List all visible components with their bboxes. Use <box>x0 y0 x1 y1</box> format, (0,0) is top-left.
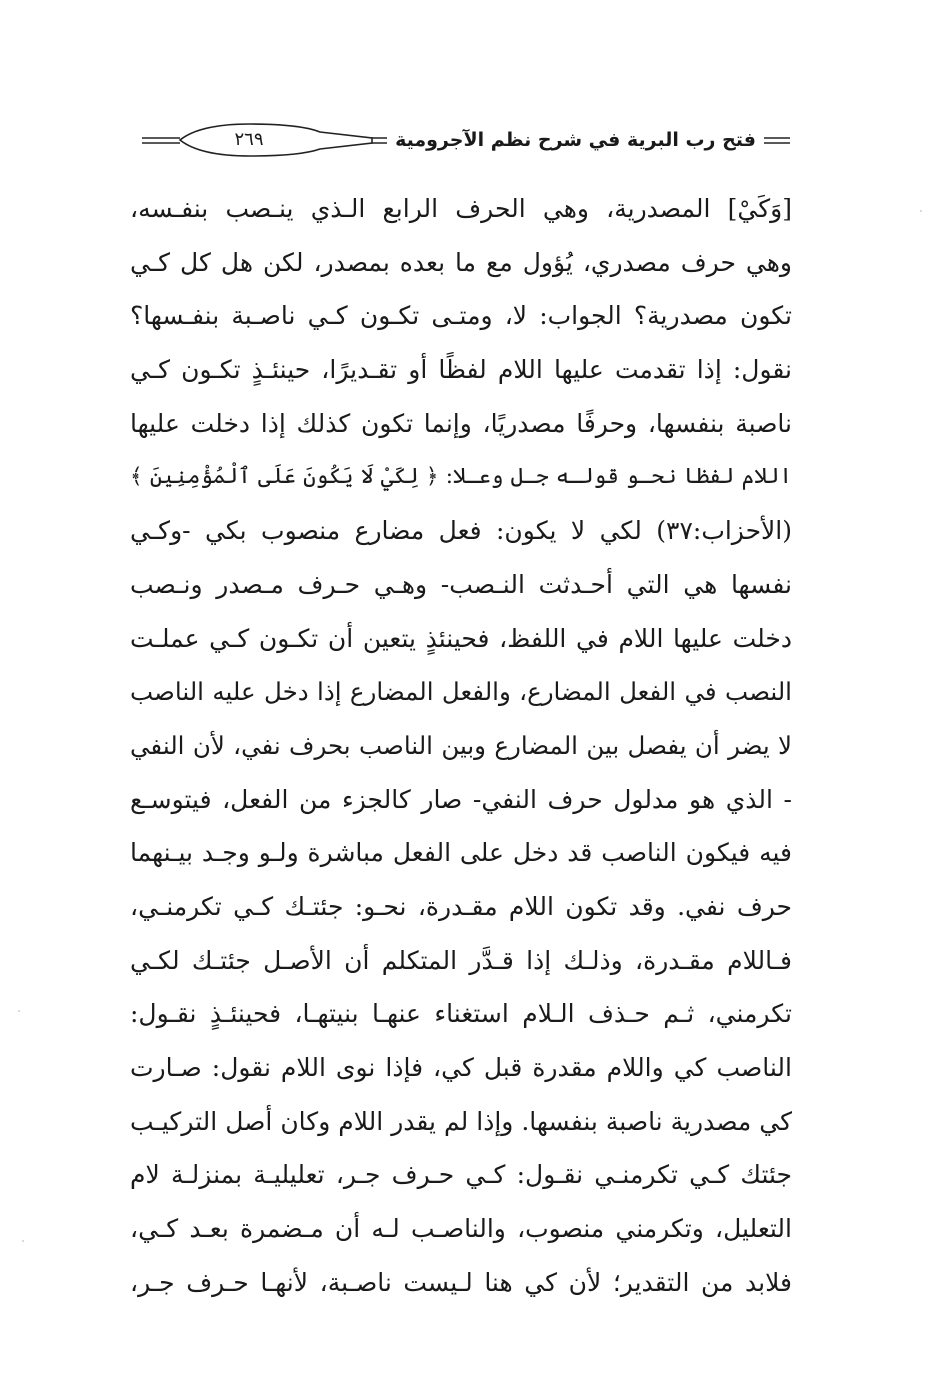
text-line: فيه فيكون الناصب قد دخل على الفعل مباشرة ولـو وجـد بيـنهما <box>130 838 792 868</box>
text-line: - الذي هو مدلول حرف النفي- صار كالجزء من الفعل، فيتوسـع <box>130 784 792 814</box>
text-line: التعليل، وتكرمني منصوب، والناصـب لـه أن مـضمرة بعـد كـي، <box>130 1214 792 1244</box>
text-line: فـاللام مقـدرة، وذلـك إذا قـدَّر المتكلم أن الأصـل جئتـك لكـي <box>130 945 792 975</box>
text-line: الناصب كي واللام مقدرة قبل كي، فإذا نوى اللام نقول: صـارت <box>130 1053 792 1082</box>
text-line: (الأحزاب:٣٧) لكي لا يكون: فعل مضارع منصوب بكي -وكـي <box>130 516 792 546</box>
text-line: [وَكَيْ] المصدرية، وهي الحرف الرابع الـذي ينـصب بنفـسه، <box>130 194 792 223</box>
text-line: دخلت عليها اللام في اللفظ، فحينئذٍ يتعين أن تكـون كـي عملـت <box>130 623 792 653</box>
text-line: ناصبة بنفسها، وحرفًا مصدريًا، وإنما تكون كذلك إذا دخلت عليها <box>130 408 792 438</box>
header-title: فتح رب البرية في شرح نظم الآجرومية <box>387 125 764 155</box>
text-line: النصب في الفعل المضارع، والفعل المضارع إذا دخل عليه الناصب <box>130 677 792 707</box>
body-text <box>130 182 792 1309</box>
text-line: فلابد من التقدير؛ لأن كي هنا لـيست ناصـبة، لأنهـا حـرف جـر، <box>130 1267 792 1297</box>
text-line: وهي حرف مصدري، يُؤول مع ما بعده بمصدر، لكن هل كل كـي <box>130 247 792 277</box>
text-line: نفسها هي التي أحـدثت النـصب- وهـي حـرف مـصدر ونـصب <box>130 569 792 599</box>
text-line: جئتك كـي تكرمنـي نقـول: كـي حـرف جـر، تعليليـة بمنزلـة لام <box>130 1160 792 1190</box>
text-line: تكرمني، ثـم حـذف الـلام استغناء عنهـا بنيتهـا، فحينئـذٍ نقـول: <box>130 999 792 1029</box>
text-line: كي مصدرية ناصبة بنفسها. وإذا لم يقدر اللام وكان أصل التركيـب <box>130 1106 792 1136</box>
text-line-quran-quote: اللام لفظا نحـو قولـه جـل وعـلا: ﴿ لِكَيْ لَا يَكُونَ عَلَى ٱلْمُؤْمِنِينَ ﴾ <box>130 464 792 490</box>
text-line: لا يضر أن يفصل بين المضارع وبين الناصب بحرف نفي، لأن النفي <box>130 730 792 760</box>
scan-speck <box>18 1010 20 1012</box>
text-line: تكون مصدرية؟ الجواب: لا، ومتـى تكـون كـي ناصـبة بنفـسها؟ <box>130 301 792 331</box>
text-line: نقول: إذا تقدمت عليها اللام لفظًا أو تقـديرًا، حينئـذٍ تكـون كـي <box>130 355 792 385</box>
scan-speck <box>22 1240 24 1242</box>
running-header <box>140 118 792 162</box>
text-line: حرف نفي. وقد تكون اللام مقـدرة، نحـو: جئتـك كـي تكرمنـي، <box>130 891 792 921</box>
page-number: ٢٦٩ <box>234 129 264 150</box>
scan-speck <box>920 210 922 212</box>
